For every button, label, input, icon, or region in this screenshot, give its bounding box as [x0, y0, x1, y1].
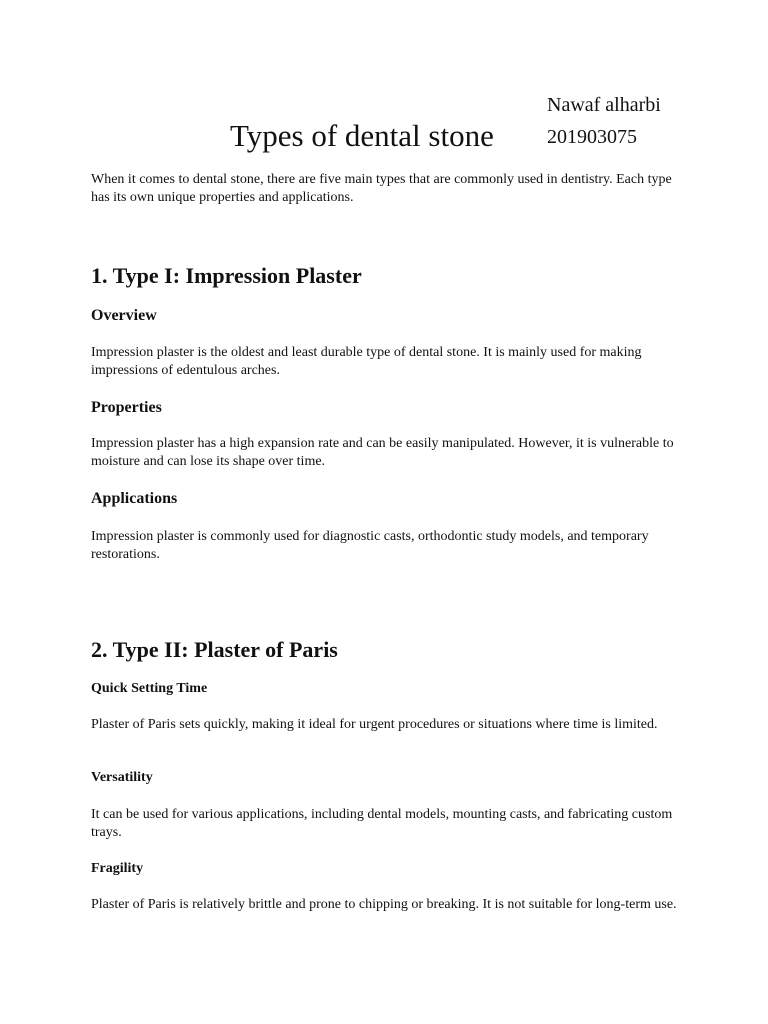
document-title: Types of dental stone: [230, 118, 494, 153]
author-name: Nawaf alharbi: [547, 94, 661, 116]
section1-properties-text: Impression plaster has a high expansion rate and can be easily manipulated. However, it is vulnerable to moisture and can lose its shape over time.: [91, 436, 674, 469]
section1-heading: 1. Type I: Impression Plaster: [91, 263, 362, 288]
section1-properties-heading: Properties: [91, 399, 162, 416]
section2-versatility-text: It can be used for various applications, including dental models, mounting casts, and fabricating custom trays.: [91, 807, 673, 840]
section2-versatility-heading: Versatility: [91, 770, 153, 785]
section2-fragility-text: Plaster of Paris is relatively brittle and prone to chipping or breaking. It is not suitable for long-term use.: [91, 897, 677, 912]
section2-setting-text: Plaster of Paris sets quickly, making it ideal for urgent procedures or situations where time is limited.: [91, 717, 658, 732]
section2-fragility-heading: Fragility: [91, 861, 144, 876]
section1-applications-heading: Applications: [91, 490, 178, 507]
section2-setting-heading: Quick Setting Time: [91, 681, 208, 696]
section1-overview-heading: Overview: [91, 307, 157, 324]
section1-overview-text: Impression plaster is the oldest and least durable type of dental stone. It is mainly used for making impressions of edentulous arches.: [91, 345, 642, 378]
section2-heading: 2. Type II: Plaster of Paris: [91, 637, 338, 662]
intro-paragraph: When it comes to dental stone, there are five main types that are commonly used in dentistry. Each type has its own unique properties and applications.: [91, 172, 672, 205]
student-id: 201903075: [547, 126, 637, 148]
section1-applications-text: Impression plaster is commonly used for diagnostic casts, orthodontic study models, and temporary restorations.: [91, 529, 649, 562]
